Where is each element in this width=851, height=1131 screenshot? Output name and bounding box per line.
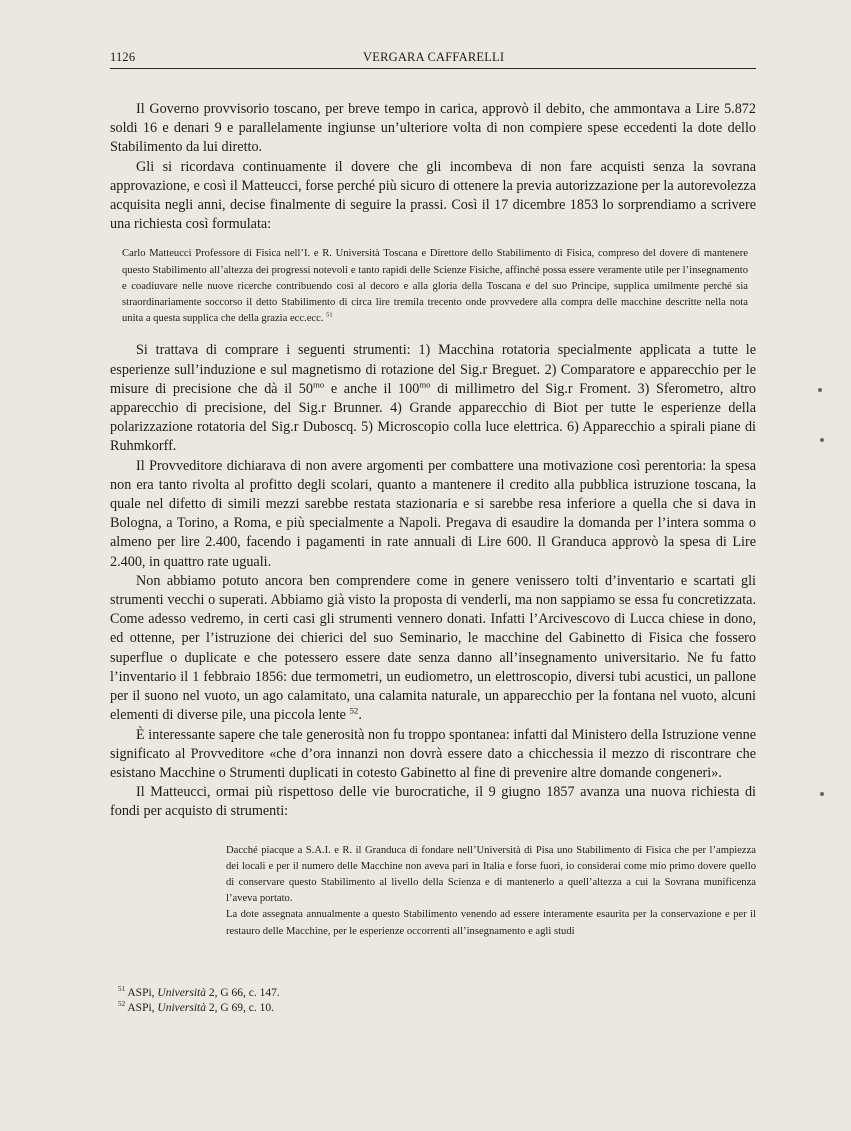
paragraph (110, 572, 756, 726)
scan-speck (818, 388, 822, 392)
paragraph-part: . (358, 707, 362, 724)
paragraph-part: Si trattava di comprare i seguenti strumenti: 1) Macchina rotatoria specialmente applicata a tutte le esperienze sull’induzione e sul magnetismo di rotazione del Sig.r Breguet. 2) Comparatore e apparecchio per le misure di precisione che dà il 50 (110, 342, 756, 397)
block-quote (110, 246, 756, 327)
footnote (118, 1001, 718, 1016)
running-title: VERGARA CAFFARELLI (363, 50, 505, 64)
footnote-ref: 51 (326, 311, 333, 319)
paragraph: Gli si ricordava continuamente il dovere che gli incombeva di non fare acquisti senza la sovrana approvazione, e così il Matteucci, forse perché più sicuro di ottenere la previa autorizzazione per la autorevolezza acquisita negli anni, decise finalmente di seguire la prassi. Così il 17 dicembre 1853 lo sorprendiamo a scrivere una richiesta così formulata: (110, 158, 756, 233)
superscript: mo (312, 379, 325, 390)
header-rule (110, 68, 756, 69)
footnote-suffix: 2, G 66, c. 147. (205, 987, 280, 999)
paragraph: Il Provveditore dichiarava di non avere argomenti per combattere una motivazione così perentoria: la spesa non era tanto rivolta al profitto degli scolari, quanto a mantenere il credito alla pubblica istruzione toscana, la quale nel difetto di simili mezzi sarebbe restata stazionaria e si sarebbe resa inferiore a quella che si dava in Bologna, a Torino, a Roma, e più specialmente a Napoli. Pregava di esaudire la domanda per l’intera somma o almeno per lire 2.400, facendo i pagamenti in rate annuali di Lire 600. Il Granduca approvò la spesa di Lire 2.400, in quattro rate uguali. (110, 457, 756, 570)
superscript: mo (419, 379, 431, 390)
footnote (118, 986, 718, 1001)
block-quote (110, 843, 756, 940)
paragraph-part: e anche il 100 (324, 380, 420, 397)
footnote-number: 51 (118, 985, 126, 994)
quote-text: Dacché piacque a S.A.I. e R. il Granduca di fondare nell’Università di Pisa uno Stabilimento di Fisica che per l’ampiezza dei locali e per il numero delle Macchine non aveva pari in Italia e forse fuori, io considerai come mio primo dovere quello di conservare questo Stabilimento al livello della Scienza e di mantenerlo a quell’altezza a cui la Sovrana munificenza l’aveva portato. (226, 844, 756, 905)
footnote-italic: Università (157, 1002, 206, 1014)
paragraph: Il Governo provvisorio toscano, per breve tempo in carica, approvò il debito, che ammontava a Lire 5.872 soldi 16 e denari 9 e parallelamente ingiunse un’ulteriore volta di non compiere spese eccedenti la dote dello Stabilimento da lui diretto. (110, 101, 756, 156)
quote-text (122, 246, 748, 327)
paragraph: È interessante sapere che tale generosità non fu troppo spontanea: infatti dal Ministero della Istruzione venne significato al Provveditore «che d’ora innanzi non dovrà essere dato a chicchessia il mezzo di riscontrare che esistano Macchine o Strumenti duplicati in cotesto Gabinetto al fine di prevenire altre domande congeneri». (110, 726, 756, 781)
footnote-prefix: ASPi, (127, 1002, 158, 1014)
body-text (110, 100, 756, 954)
paragraph (110, 341, 756, 456)
footnote-prefix: ASPi, (127, 987, 158, 999)
footnote-number: 52 (118, 1000, 126, 1009)
footnotes (118, 986, 718, 1016)
quote-text: La dote assegnata annualmente a questo Stabilimento venendo ad essere interamente esaurita per la conservazione e per il restauro delle Macchine, per le esperienze occorrenti all’insegnamento e agli studi (226, 909, 756, 937)
footnote-suffix: 2, G 69, c. 10. (205, 1002, 275, 1014)
footnote-italic: Università (157, 987, 206, 999)
running-header (110, 50, 756, 68)
scan-speck (820, 792, 824, 796)
scan-speck (820, 438, 824, 442)
paragraph-part: Non abbiamo potuto ancora ben comprendere come in genere venissero tolti d’inventario e scartati gli strumenti vecchi o superati. Abbiamo già visto la proposta di venderli, ma non sappiamo se essa fu concretizzata. Come adesso vedremo, in certi casi gli strumenti vennero donati. Infatti l’Arcivescovo di Lucca chiese in dono, ed ottenne, per l’istruzione dei chierici del suo Seminario, le macchine del Gabinetto di Fisica che fossero superflue o duplicate e che potessero essere date senza danno all’insegnamento universitario. Ne fu fatto l’inventario il 1 febbraio 1856: due termometri, un eudiometro, un elettroscopio, diversi tubi acustici, un pallone per il suono nel vuoto, un ago calamitato, una calamita naturale, un apparecchio per la fontana nel vuoto, alcuni elementi di diverse pile, una piccola lente (110, 572, 756, 724)
paragraph-part: di millimetro del Sig.r Froment. 3) Sferometro, altro apparecchio di precisione, del Sig.r Brunner. 4) Grande apparecchio di Biot per tutte le esperienze della polarizzazione rotatoria del Sig.r Duboscq. 5) Microscopio colla luce elettrica. 6) Apparecchio a spirali piane di Ruhmkorff. (110, 380, 757, 455)
page-number: 1126 (110, 50, 136, 64)
quote-body: Carlo Matteucci Professore di Fisica nell’I. e R. Università Toscana e Direttore dello Stabilimento di Fisica, compreso del dovere di mantenere questo Stabilimento all’altezza dei progressi notevoli e tanto rapidi delle Scienze Fisiche, affinché possa essere veramente utile per l’insegnamento e coadiuvare nelle nuove ricerche contribuendo così al decoro e alla gloria della Toscana e del suo Principe, supplica umilmente perché sia straordinariamente soccorso il detto Stabilimento di circa lire tremila trecento onde provvedere alla compra delle macchine descritte nella nota unita a questa supplica che della grazia ecc.ecc. (122, 248, 748, 325)
paragraph: Il Matteucci, ormai più rispettoso delle vie burocratiche, il 9 giugno 1857 avanza una nuova richiesta di fondi per acquisto di strumenti: (110, 784, 756, 820)
footnote-ref: 52 (349, 705, 359, 716)
